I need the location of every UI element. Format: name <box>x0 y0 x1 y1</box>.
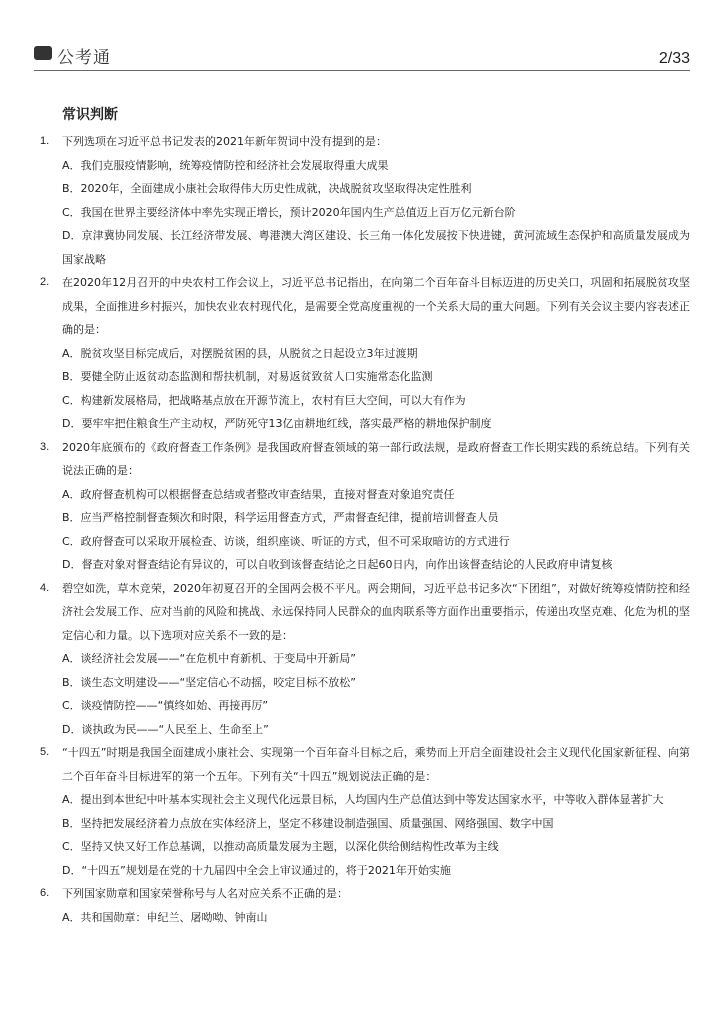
answer-option: A．脱贫攻坚目标完成后，对摆脱贫困的县，从脱贫之日起设立3年过渡期 <box>62 346 418 360</box>
question-number: 5. <box>40 746 50 758</box>
question-stem: 在2020年12月召开的中央农村工作会议上，习近平总书记指出，在向第二个百年奋斗目标迈进的历史关口，巩固和拓展脱贫攻坚成果，全面推进乡村振兴，加快农业农村现代化，是需要全党高度重视的一个关系大局的重大问题。下列有关会议主要内容表述正确的是： <box>62 276 690 336</box>
question-item <box>0 271 724 436</box>
question-number: 6. <box>40 887 50 899</box>
question-number: 3. <box>40 440 50 453</box>
answer-option: D．督查对象对督查结论有异议的，可以自收到该督查结论之日起60日内，向作出该督查结论的人民政府申请复核 <box>62 558 613 571</box>
question-item <box>0 130 724 271</box>
question-item <box>0 882 724 929</box>
answer-option: C．构建新发展格局，把战略基点放在开源节流上，农村有巨大空间，可以大有作为 <box>62 393 466 407</box>
answer-option: A．政府督查机构可以根据督查总结或者整改审查结果，直接对督查对象追究责任 <box>62 487 455 501</box>
answer-option: B．谈生态文明建设——“坚定信心不动摇，咬定目标不放松” <box>62 675 356 689</box>
answer-option: B．应当严格控制督查频次和时限，科学运用督查方式，严肃督查纪律，提前培训督查人员 <box>62 511 499 524</box>
question-number: 4. <box>40 581 50 594</box>
answer-option: A．谈经济社会发展——“在危机中育新机、于变局中开新局” <box>62 652 356 665</box>
page-indicator: 2/33 <box>658 50 690 67</box>
question-stem: 下列选项在习近平总书记发表的2021年新年贺词中没有提到的是： <box>62 135 387 148</box>
section-title: 常识判断 <box>62 107 118 123</box>
answer-option: C．我国在世界主要经济体中率先实现正增长，预计2020年国内生产总值迈上百万亿元新台阶 <box>62 205 516 219</box>
answer-option: D．谈执政为民——“人民至上、生命至上” <box>62 722 269 736</box>
answer-option: D．“十四五”规划是在党的十九届四中全会上审议通过的，将于2021年开始实施 <box>62 863 451 877</box>
answer-option: C．政府督查可以采取开展检查、访谈，组织座谈、听证的方式，但不可采取暗访的方式进行 <box>62 534 510 548</box>
answer-option: D．京津冀协同发展、长江经济带发展、粤港澳大湾区建设、长三角一体化发展按下快进键，黄河流域生态保护和高质量发展成为国家战略 <box>62 229 690 266</box>
answer-option: B．坚持把发展经济着力点放在实体经济上，坚定不移建设制造强国、质量强国、网络强国、数字中国 <box>62 816 554 830</box>
answer-option: A．共和国勋章：申纪兰、屠呦呦、钟南山 <box>62 910 268 924</box>
answer-option: B．2020年，全面建成小康社会取得伟大历史性成就，决战脱贫攻坚取得决定性胜利 <box>62 182 472 195</box>
question-item <box>0 436 724 577</box>
question-stem: 2020年底颁布的《政府督查工作条例》是我国政府督查领域的第一部行政法规，是政府督查工作长期实践的系统总结。下列有关说法正确的是： <box>62 440 690 477</box>
answer-option: A．提出到本世纪中叶基本实现社会主义现代化远景目标，人均国内生产总值达到中等发达国家水平，中等收入群体显著扩大 <box>62 793 664 806</box>
page-header <box>0 0 724 72</box>
brand-name: 公考通 <box>57 48 111 68</box>
question-stem: “十四五”时期是我国全面建成小康社会、实现第一个百年奋斗目标之后，乘势而上开启全面建设社会主义现代化国家新征程、向第二个百年奋斗目标进军的第一个五年。下列有关“十四五”规划说法正确的是： <box>62 746 690 783</box>
answer-option: C．坚持又快又好工作总基调，以推动高质量发展为主题，以深化供给侧结构性改革为主线 <box>62 840 499 853</box>
question-stem: 碧空如洗，草木竞荣，2020年初夏召开的全国两会极不平凡。两会期间，习近平总书记多次“下团组”，对做好统筹疫情防控和经济社会发展工作、应对当前的风险和挑战、永远保持同人民群众的血肉联系等方面作出重要指示，传递出攻坚克难、化危为机的坚定信心和力量。以下选项对应关系不一致的是： <box>62 581 690 642</box>
answer-option: A．我们克服疫情影响，统筹疫情防控和经济社会发展取得重大成果 <box>62 158 389 172</box>
question-number: 2. <box>40 276 50 288</box>
question-item <box>0 577 724 742</box>
logo-icon <box>34 46 52 60</box>
answer-option: D．要牢牢把住粮食生产主动权，严防死守13亿亩耕地红线，落实最严格的耕地保护制度 <box>62 417 492 430</box>
question-number: 1. <box>40 135 50 147</box>
answer-option: C．谈疫情防控——“慎终如始、再接再厉” <box>62 699 269 712</box>
question-item <box>0 741 724 882</box>
question-list <box>0 130 724 929</box>
answer-option: B．要健全防止返贫动态监测和帮扶机制，对易返贫致贫人口实施常态化监测 <box>62 370 433 383</box>
question-stem: 下列国家勋章和国家荣誉称号与人名对应关系不正确的是： <box>62 887 348 900</box>
header-divider <box>34 70 690 71</box>
